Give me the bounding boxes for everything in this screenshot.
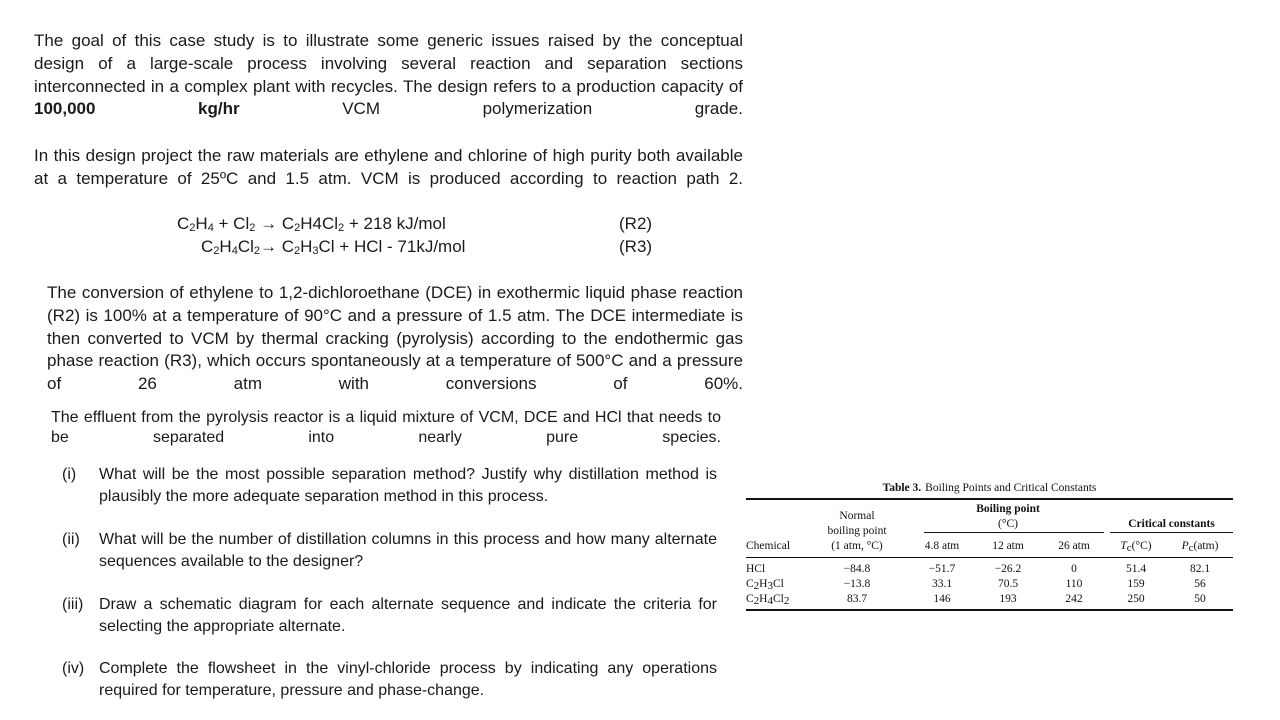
reaction-r3: $C_2H_4Cl_2\to C_2H_3Cl$ + HCl - 71kJ/mol bbox=[201, 237, 466, 257]
header-normal-3: (1 atm, °C) bbox=[831, 540, 883, 552]
chemical-hcl: HCl bbox=[746, 563, 766, 575]
production-capacity: 100,000 kg/hr bbox=[34, 99, 240, 119]
row-chemical-dce: $C_2H_4Cl_2$ bbox=[746, 593, 790, 607]
question-text: Draw a schematic diagram for each alternate sequence and indicate the criteria for selecting the appropriate alternate. bbox=[99, 596, 717, 635]
tc-subscript: c bbox=[1126, 542, 1132, 554]
row-value: 242 bbox=[1065, 593, 1083, 605]
question-text: Complete the flowsheet in the vinyl-chloride process by indicating any operations required for temperature, pressure and phase-change. bbox=[99, 660, 717, 699]
reaction-r3-tag: (R3) bbox=[619, 237, 653, 256]
header-boiling-unit: (°C) bbox=[998, 518, 1018, 530]
row-value: 159 bbox=[1127, 578, 1145, 590]
question-3 bbox=[62, 594, 717, 638]
header-boiling-point: Boiling point bbox=[976, 503, 1040, 515]
row-value: 250 bbox=[1127, 593, 1145, 605]
tc-unit: (°C) bbox=[1131, 540, 1152, 552]
question-1 bbox=[62, 464, 717, 508]
row-value: 110 bbox=[1065, 578, 1083, 590]
row-chemical-vcm: $C_2H_3Cl$ bbox=[746, 578, 784, 592]
reaction-r2-tag: (R2) bbox=[619, 214, 653, 233]
row-value: 0 bbox=[1071, 563, 1077, 575]
header-normal-1: Normal bbox=[839, 510, 875, 522]
table-caption-label: Table 3. bbox=[882, 482, 922, 494]
row-value: 70.5 bbox=[997, 578, 1019, 590]
question-2 bbox=[62, 529, 717, 573]
header-normal-2: boiling point bbox=[827, 525, 887, 537]
reaction-r2-enthalpy: + 218 kJ/mol bbox=[344, 214, 446, 233]
reaction-r3-enthalpy: - 71kJ/mol bbox=[382, 237, 466, 256]
header-26-atm: 26 atm bbox=[1058, 540, 1090, 552]
row-value: 33.1 bbox=[931, 578, 953, 590]
header-4-8-atm: 4.8 atm bbox=[924, 540, 960, 552]
tc-symbol: T bbox=[1120, 540, 1127, 552]
row-value: 193 bbox=[999, 593, 1017, 605]
question-number: (iv) bbox=[62, 660, 85, 677]
boiling-points-table bbox=[746, 480, 1233, 607]
raw-materials-paragraph: In this design project the raw materials are ethylene and chlorine of high purity both available at a temperature of 25ºC and 1.5 atm. VCM is produced according to reaction path 2. bbox=[34, 146, 743, 188]
row-chemical bbox=[746, 563, 765, 575]
row-value: 82.1 bbox=[1189, 563, 1211, 575]
row-value: 50 bbox=[1194, 593, 1206, 605]
critical-underline bbox=[1110, 532, 1233, 533]
pc-symbol: P bbox=[1181, 540, 1189, 552]
row-value: −51.7 bbox=[928, 563, 956, 575]
question-number: (i) bbox=[62, 466, 77, 483]
pc-unit: (atm) bbox=[1193, 540, 1219, 552]
header-critical: Critical constants bbox=[1128, 518, 1215, 530]
header-12-atm: 12 atm bbox=[992, 540, 1024, 552]
row-value: 146 bbox=[933, 593, 951, 605]
header-pc bbox=[1170, 540, 1230, 552]
row-value: 83.7 bbox=[846, 593, 868, 605]
row-value: 51.4 bbox=[1125, 563, 1147, 575]
row-value: −13.8 bbox=[843, 578, 871, 590]
conversion-paragraph: The conversion of ethylene to 1,2-dichloroethane (DCE) in exothermic liquid phase reaction (R2) is 100% at a temperature of 90°C and a pressure of 1.5 atm. The DCE intermediate is then converted to VCM by thermal cracking (pyrolysis) according to the endothermic gas phase reaction (R3), which occurs spontaneously at a temperature of 500°C and a pressure of 26 atm with conversions of 60%. bbox=[47, 283, 743, 394]
question-text: What will be the most possible separation method? Justify why distillation method is plausibly the more adequate separation method in this process. bbox=[99, 466, 717, 505]
row-value: 56 bbox=[1194, 578, 1206, 590]
table-caption-text: Boiling Points and Critical Constants bbox=[925, 482, 1097, 494]
question-4 bbox=[62, 658, 717, 702]
question-number: (iii) bbox=[62, 596, 84, 613]
intro-paragraph bbox=[34, 30, 743, 144]
pc-subscript: c bbox=[1188, 542, 1194, 554]
table-bottom-rule bbox=[746, 609, 1233, 611]
effluent-paragraph: The effluent from the pyrolysis reactor is a liquid mixture of VCM, DCE and HCl that needs to be separated into nearly pure species. bbox=[51, 409, 721, 446]
reaction-r2: $C_2H_4 + Cl_2 \to C_2H4Cl_2 + 218$ kJ/mol bbox=[177, 214, 446, 234]
question-text: What will be the number of distillation columns in this process and how many alternate sequences available to the designer? bbox=[99, 531, 717, 570]
intro-text-1: The goal of this case study is to illustrate some generic issues raised by the conceptual design of a large-scale process involving several reaction and separation sections interconnected in a complex plant with recycles. The design refers to a production capacity of bbox=[34, 31, 743, 96]
row-value: −84.8 bbox=[843, 563, 871, 575]
header-tc bbox=[1106, 540, 1166, 552]
table-top-rule bbox=[746, 498, 1233, 500]
question-number: (ii) bbox=[62, 531, 80, 548]
header-chemical: Chemical bbox=[746, 540, 791, 552]
intro-text-2: VCM polymerization grade. bbox=[239, 99, 743, 119]
boiling-point-underline bbox=[924, 532, 1104, 533]
table-caption bbox=[746, 480, 1233, 496]
row-value: −26.2 bbox=[994, 563, 1022, 575]
table-header-rule bbox=[746, 557, 1233, 558]
